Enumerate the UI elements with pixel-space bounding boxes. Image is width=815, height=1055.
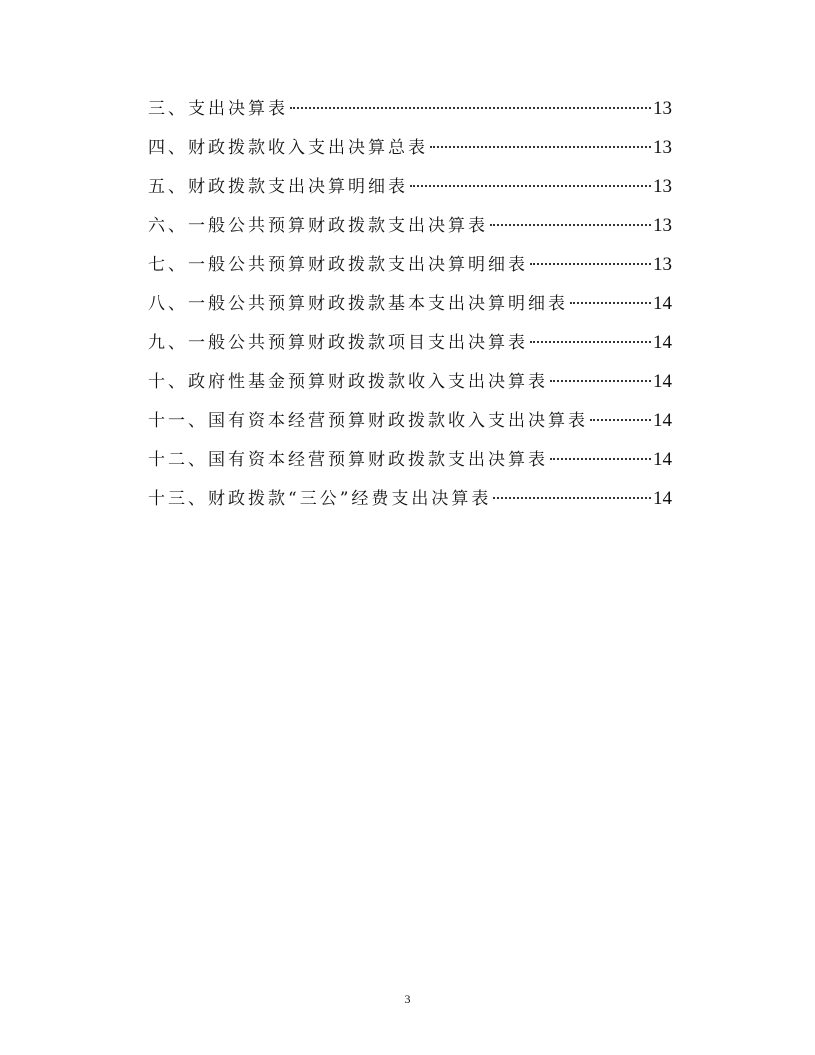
toc-entry-title: 三、支出决算表 [148, 99, 288, 119]
toc-entry[interactable] [148, 328, 672, 367]
toc-dot-leader [590, 419, 651, 421]
toc-dot-leader [530, 263, 651, 265]
toc-entry-page: 13 [653, 137, 672, 158]
toc-entry-title: 十一、国有资本经营预算财政拨款收入支出决算表 [148, 411, 588, 431]
toc-entry[interactable] [148, 211, 672, 250]
toc-entry-page: 14 [653, 488, 672, 509]
toc-entry[interactable] [148, 94, 672, 133]
toc-entry[interactable] [148, 367, 672, 406]
toc-entry[interactable] [148, 172, 672, 211]
toc-entry-title: 七、一般公共预算财政拨款支出决算明细表 [148, 255, 528, 275]
toc-entry-page: 14 [653, 293, 672, 314]
toc-entry-title: 九、一般公共预算财政拨款项目支出决算表 [148, 333, 528, 353]
toc-entry-title: 十二、国有资本经营预算财政拨款支出决算表 [148, 450, 548, 470]
toc-entry-page: 14 [653, 371, 672, 392]
toc-entry-page: 14 [653, 410, 672, 431]
toc-entry[interactable] [148, 289, 672, 328]
toc-dot-leader [550, 458, 651, 460]
toc-dot-leader [493, 497, 651, 499]
toc-dot-leader [410, 185, 651, 187]
toc-entry-title: 五、财政拨款支出决算明细表 [148, 177, 408, 197]
toc-dot-leader [290, 107, 651, 109]
toc-entry[interactable] [148, 445, 672, 484]
toc-entry-title: 十、政府性基金预算财政拨款收入支出决算表 [148, 372, 548, 392]
toc-entry-page: 14 [653, 449, 672, 470]
toc-dot-leader [430, 146, 651, 148]
toc-entry[interactable] [148, 484, 672, 523]
toc-entry-page: 13 [653, 215, 672, 236]
toc-entry-title: 十三、财政拨款“三公”经费支出决算表 [148, 489, 492, 509]
toc-entry[interactable] [148, 406, 672, 445]
toc-entry-page: 13 [653, 98, 672, 119]
toc-entry-title: 八、一般公共预算财政拨款基本支出决算明细表 [148, 294, 568, 314]
table-of-contents [148, 94, 672, 523]
toc-entry-title: 四、财政拨款收入支出决算总表 [148, 138, 428, 158]
toc-entry-page: 14 [653, 332, 672, 353]
toc-dot-leader [530, 341, 651, 343]
toc-entry[interactable] [148, 133, 672, 172]
page-number: 3 [404, 992, 411, 1006]
toc-entry-title: 六、一般公共预算财政拨款支出决算表 [148, 216, 488, 236]
toc-entry[interactable] [148, 250, 672, 289]
toc-dot-leader [550, 380, 651, 382]
toc-entry-page: 13 [653, 176, 672, 197]
toc-dot-leader [570, 302, 651, 304]
toc-dot-leader [490, 224, 651, 226]
toc-entry-page: 13 [653, 254, 672, 275]
